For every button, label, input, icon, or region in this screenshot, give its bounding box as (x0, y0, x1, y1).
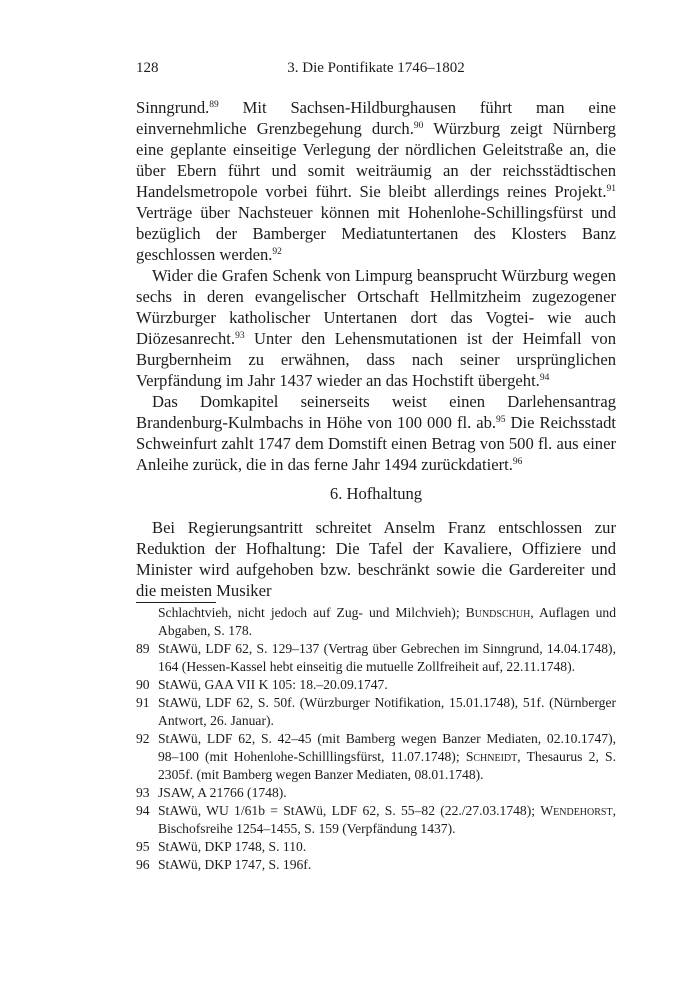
text-run: Würzburg zeigt Nürnberg eine geplante einseitige Verlegung der nördlichen Geleitstraße an, die über Ebern führt und somit weiträumig an der reichsstädtischen Handelsmetropole vorbei führt. Sie bleibt allerdings reines Projekt. (136, 119, 616, 201)
footnote-reference[interactable]: 93 (235, 331, 245, 341)
footnote-reference[interactable]: 89 (209, 100, 219, 110)
running-head (136, 60, 616, 80)
footnote (136, 838, 616, 856)
text-run: Unter den Lehensmutationen ist der Heimfall von Burgbernheim zu erwähnen, dass nach seiner ursprünglichen Verpfändung im Jahr 1437 wieder an das Hochstift übergeht. (136, 329, 616, 390)
footnote-reference[interactable]: 90 (413, 121, 424, 131)
footnote-rule (136, 602, 216, 603)
footnote (136, 640, 616, 676)
paragraph (136, 265, 616, 391)
text-run: Wider die Grafen Schenk von Limpurg beansprucht Würzburg wegen sechs in deren evangelischer Ortschaft Hellmitzheim zugezogener Würzburger katholischer Untertanen dort das Vogtei- wie auch Diözesanrecht. (136, 266, 616, 348)
footnote-text: StAWü, DKP 1747, S. 196f. (158, 857, 312, 872)
author-name: Bundschuh (465, 605, 531, 620)
footnote-number: 90 (136, 677, 150, 692)
author-name: Wendehorst (540, 803, 613, 818)
text-run: Die Reichsstadt Schweinfurt zahlt 1747 dem Domstift einen Betrag von 500 fl. aus einer Anleihe zurück, die in das ferne Jahr 1494 zurückdatiert. (136, 413, 617, 474)
text-run: Sinngrund. (136, 98, 210, 117)
footnote (136, 694, 616, 730)
footnote-reference[interactable]: 92 (272, 247, 282, 257)
footnote-number: 89 (136, 641, 150, 656)
paragraph (136, 97, 616, 265)
footnote-text: StAWü, WU 1/61b = StAWü, LDF 62, S. 55–82 (22./27.03.1748); (158, 803, 541, 818)
footnote-number: 93 (136, 785, 150, 800)
section-body (136, 517, 616, 601)
text-run: Mit Sachsen-Hildburghausen führt man eine einvernehmliche Grenzbegehung durch. (136, 98, 616, 138)
body-text (136, 97, 616, 475)
author-name: Schneidt (465, 749, 518, 764)
footnote-text: StAWü, DKP 1748, S. 110. (158, 839, 307, 854)
footnote (136, 676, 616, 694)
footnote-text: , Thesaurus 2, S. 2305f. (mit Bamberg wegen Banzer Mediaten, 08.01.1748). (158, 749, 616, 782)
paragraph (136, 391, 616, 475)
footnote (136, 784, 616, 802)
footnote-reference[interactable]: 94 (539, 373, 550, 383)
footnote-text: StAWü, GAA VII K 105: 18.–20.09.1747. (158, 677, 388, 692)
page-number: 128 (136, 60, 159, 76)
chapter-title: 3. Die Pontifikate 1746–1802 (287, 60, 465, 76)
text-run: Das Domkapitel seinerseits weist einen Darlehensantrag Brandenburg-Kulmbachs in Höhe von 100 000 fl. ab. (136, 392, 616, 432)
footnotes (136, 604, 616, 874)
paragraph: Bei Regierungsantritt schreitet Anselm Franz entschlossen zur Reduktion der Hofhaltung: Die Tafel der Kavaliere, Offiziere und Minister wird aufgehoben bzw. beschränkt sowie die Gardereiter und die meisten Musiker (136, 518, 616, 600)
footnote-reference[interactable]: 91 (606, 184, 616, 194)
footnote-number: 96 (136, 857, 150, 872)
footnote-text: StAWü, LDF 62, S. 129–137 (Vertrag über Gebrechen im Sinngrund, 14.04.1748), 164 (Hessen-Kassel hebt einseitig die mutuelle Zollfreiheit auf, 22.11.1748). (158, 641, 616, 674)
footnote-text: Schlachtvieh, nicht jedoch auf Zug- und Milchvieh); (158, 605, 466, 620)
section-heading: 6. Hofhaltung (329, 484, 423, 503)
footnote-number: 95 (136, 839, 150, 854)
footnote-text: StAWü, LDF 62, S. 42–45 (mit Bamberg wegen Banzer Mediaten, 02.10.1747), 98–100 (mit Hohenlohe-Schilllingsfürst, 11.07.1748); (158, 731, 616, 764)
footnote (136, 802, 616, 838)
footnote (136, 604, 616, 640)
footnote-number: 94 (136, 803, 150, 818)
footnote-reference[interactable]: 95 (496, 415, 506, 425)
footnote (136, 730, 616, 784)
footnote-text: , Auflagen und Abgaben, S. 178. (158, 605, 616, 638)
footnote-text: , Bischofsreihe 1254–1455, S. 159 (Verpfändung 1437). (158, 803, 616, 836)
footnote-number: 91 (136, 695, 150, 710)
footnote (136, 856, 616, 874)
footnote-text: JSAW, A 21766 (1748). (158, 785, 287, 800)
footnote-reference[interactable]: 96 (512, 457, 523, 467)
text-run: Verträge über Nachsteuer können mit Hohenlohe-Schillingsfürst und bezüglich der Bamberger Mediatuntertanen des Klosters Banz geschlossen werden. (136, 203, 616, 264)
footnote-number: 92 (136, 731, 150, 746)
footnote-text: StAWü, LDF 62, S. 50f. (Würzburger Notifikation, 15.01.1748), 51f. (Nürnberger Antwort, 26. Januar). (158, 695, 616, 728)
